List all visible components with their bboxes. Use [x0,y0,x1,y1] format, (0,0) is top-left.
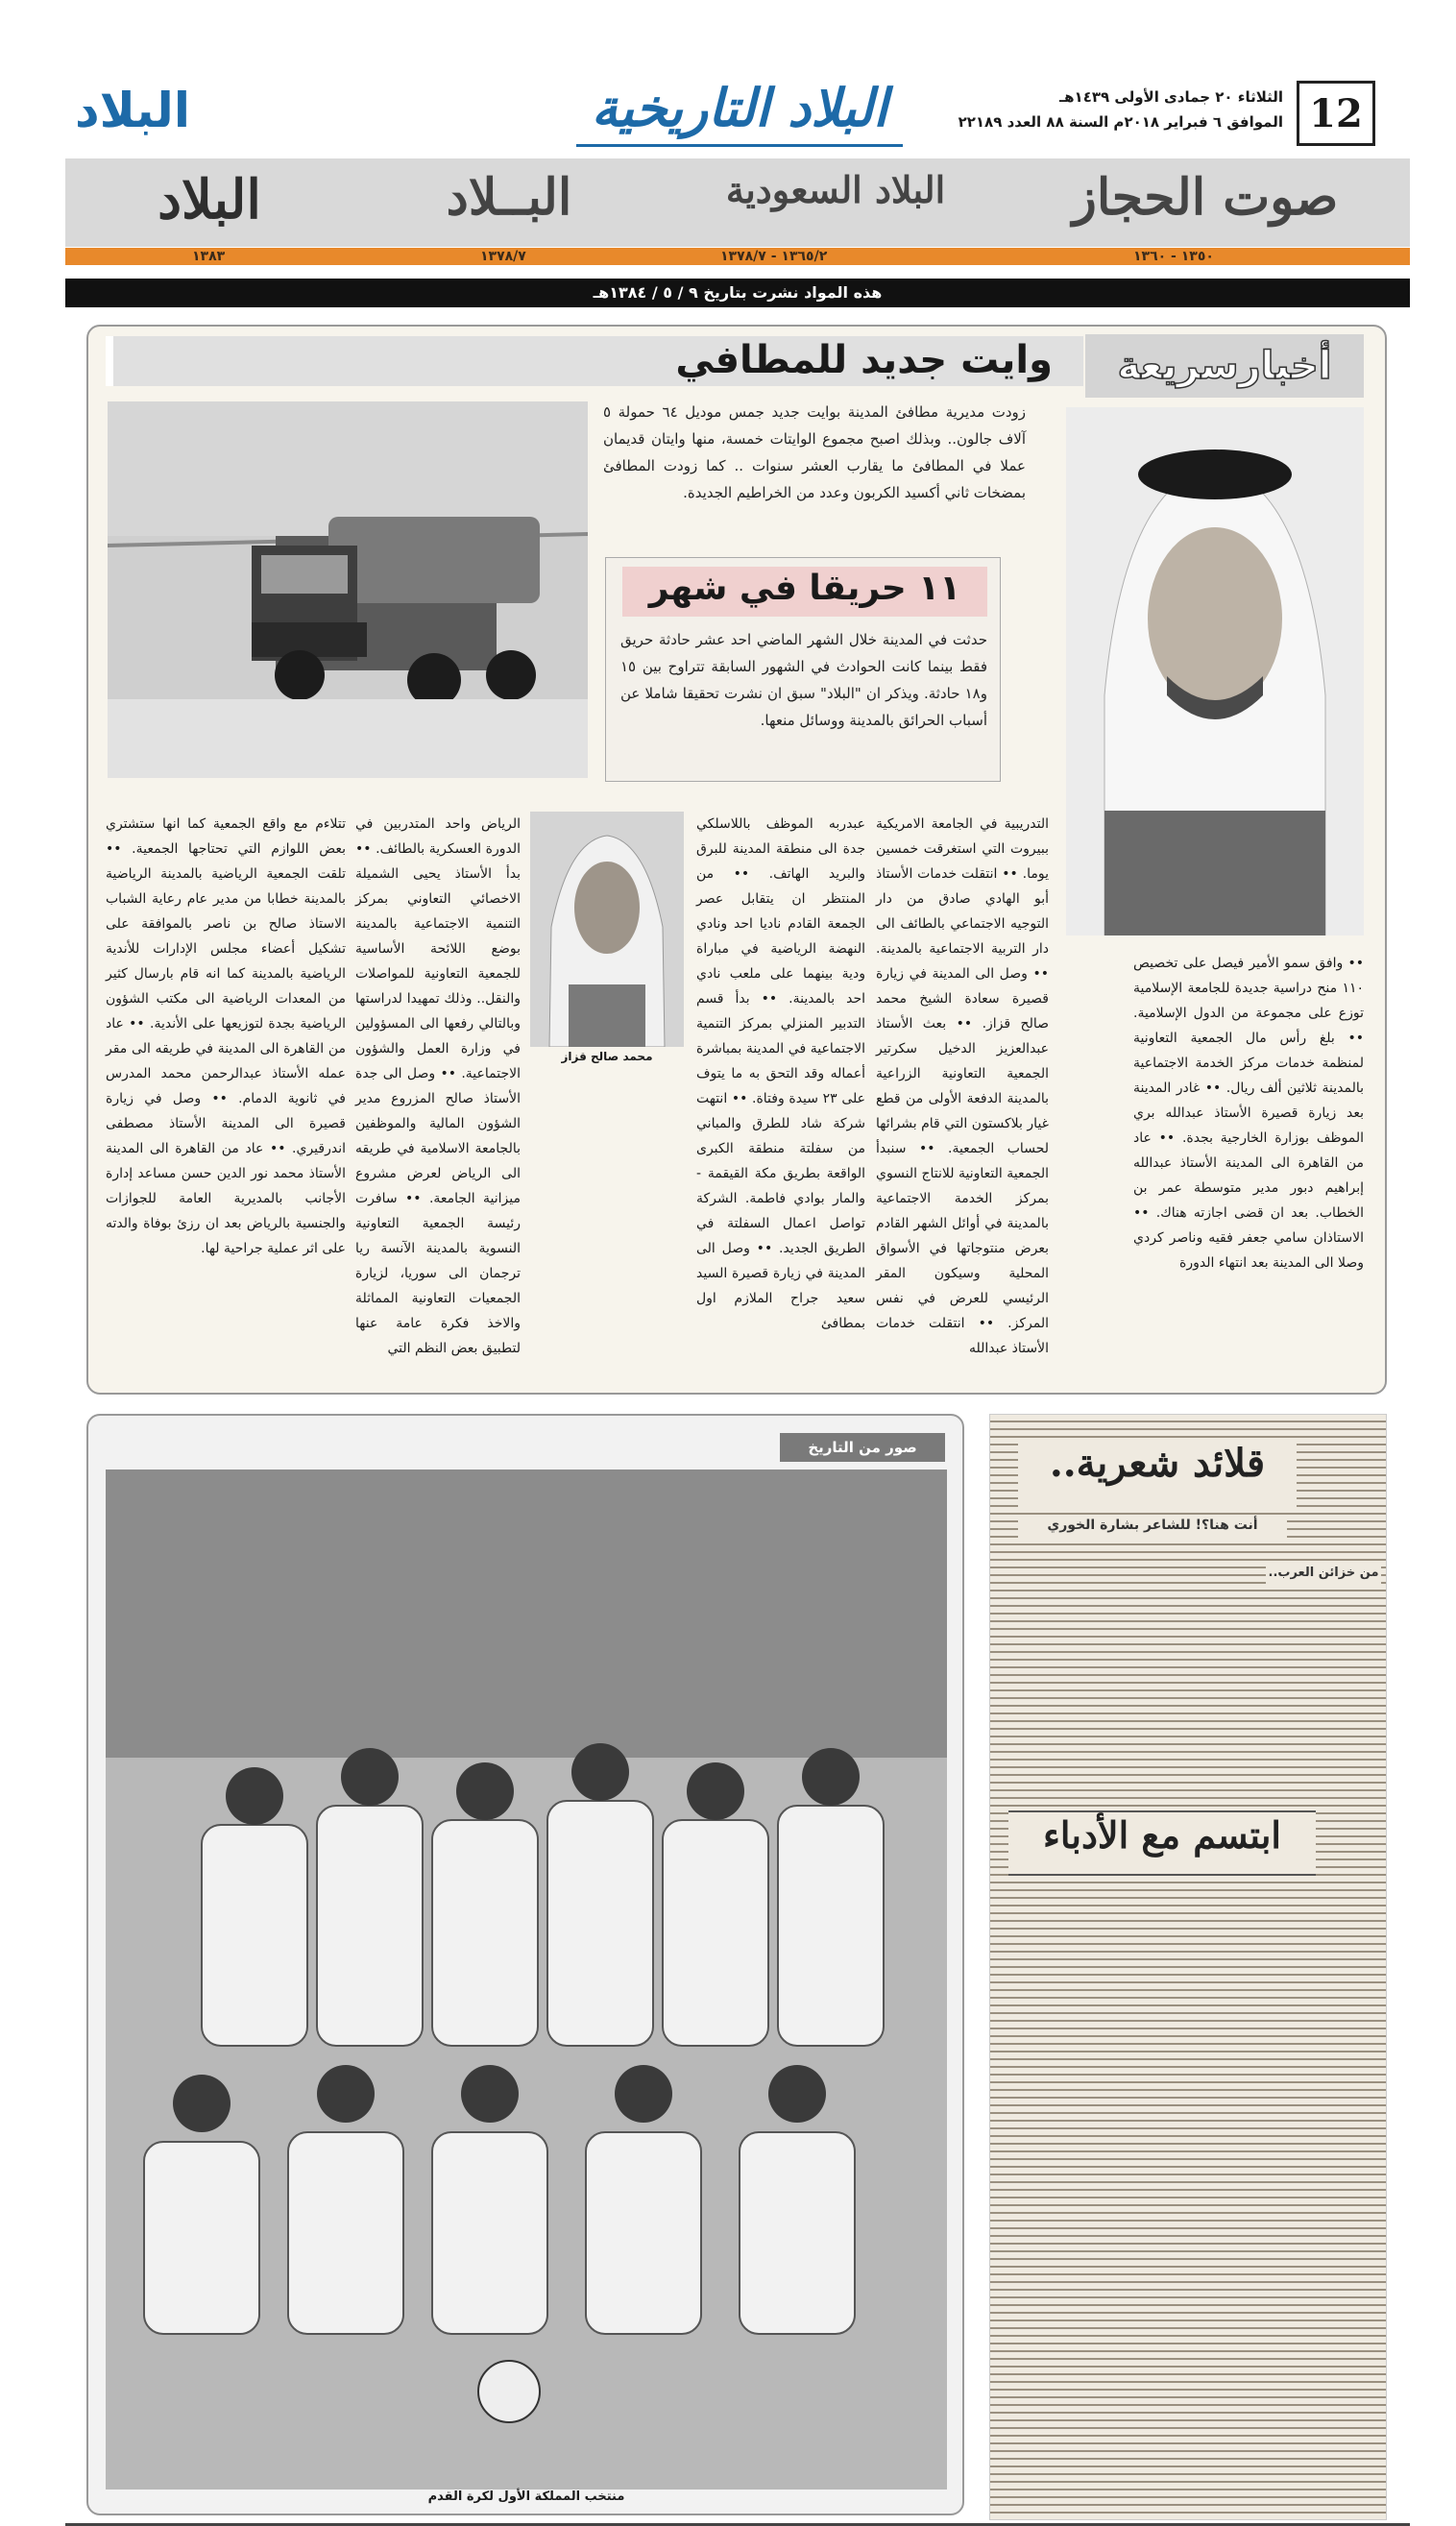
clipping-title-smile: ابتسم مع الأدباء [1042,1813,1281,1857]
page-number: 12 [1297,81,1375,146]
fire-story-title: ١١ حريقا في شهر [648,569,961,608]
portrait-photo [1066,407,1364,935]
man-photo-caption: محمد صالح قزاز [561,1050,653,1063]
lead-article: زودت مديرية مطافئ المدينة بوايت جديد جمس موديل ٦٤ حمولة ٥ آلاف جالون.. وبذلك اصبح مجموع الوايتات خمسة، منها وايتان قديمان عملا في المطافئ ما يقارب العشر سنوات .. كما زودت المطافئ بمضخات ثاني أكسيد الكربون وعدد من الخراطيم الجديدة. [603,403,1027,501]
logo-underline [576,144,903,147]
masthead-albilad-alsaudia: البلاد السعودية [725,168,946,211]
masthead-albilad-1: البــلاد [446,168,572,227]
masthead-years-2: ١٣٦٥/٢ - ١٣٧٨/٧ [720,249,828,264]
issue-info: الموافق ٦ فبراير ٢٠١٨م السنة ٨٨ العدد ٢٢١٨٩ [958,113,1283,131]
quick-news-label: أخبارسريعة [1085,334,1364,398]
masthead-years-1: ١٣٥٠ - ١٣٦٠ [1133,249,1214,264]
news-column-4: الرياض واحد المتدربين في الدورة العسكرية بالطائف. •• بدأ الأستاذ يحيى الشميلة الاخصائي التعاوني بمركز التنمية الاجتماعية بالمدينة بوضع اللائحة الأساسية للجمعية التعاونية للمواصلات والنقل.. وذلك تمهيدا لدراستها وبالتالي رفعها الى المسؤولين في وزارة العمل والشؤون الاجتماعية. •• وصل الى جدة الأستاذ صالح المزروع مدير الشؤون المالية والموظفين بالجامعة الاسلامية في طريقه الى الرياض لعرض مشروع ميزانية الجامعة. •• سافرت رئيسة الجمعية التعاونية النسوية بالمدينة الآنسة ريا ترجمان الى سوريا، لزيارة الجمعيات التعاونية المماثلة والاخذ فكرة عامة عنها لتطبيق بعض النظم التي [355,816,521,1356]
team-photo-caption: منتخب المملكة الأول لكرة القدم [427,2490,625,2504]
clipping-title-poetry: قلائد شعرية.. [1049,1441,1266,1486]
masthead-years-3: ١٣٧٨/٧ [480,249,526,264]
publish-note: هذه المواد نشرت بتاريخ ٩ / ٥ / ١٣٨٤هـ [65,279,1410,307]
team-photo [106,1469,947,2490]
man-portrait-photo [530,812,684,1047]
clipping-side-heading: من خزائن العرب.. [1268,1566,1379,1580]
news-column-3: عبدربه الموظف باللاسلكي جدة الى منطقة المدينة للبرق والبريد الهاتف. •• من المنتظر ان يتقابل عصر الجمعة القادم ناديا احد ونادي النهضة الرياضية في مباراة ودية بينهما على ملعب نادي احد بالمدينة. •• بدأ قسم التدبير المنزلي بمركز التنمية الاجتماعية في المدينة بمباشرة أعماله وقد التحق به ما يتوف على ٢٣ سيدة وفتاة. •• انتهت شركة شاد للطرق والمباني من سفلتة منطقة الكبرى الواقعة بطريق مكة القيقمة - والمار بوادي فاطمة. الشركة تواصل اعمال السفلتة في الطريق الجديد. •• وصل الى المدينة في زيارة قصيرة السيد سعيد جراح الملازم اول بمطافئ [696,816,865,1331]
section-logo: البلاد التاريخية [591,77,888,138]
clipping-subtitle: أنت هنا؟! للشاعر بشارة الخوري [1047,1518,1258,1533]
masthead-sawt-alhijaz: صوت الحجاز [1072,168,1339,227]
masthead-years-4: ١٣٨٣ [192,249,226,264]
fire-truck-photo [108,401,588,778]
newspaper-logo: البلاد [75,83,190,138]
issue-date: الثلاثاء ٢٠ جمادى الأولى ١٤٣٩هـ [1059,88,1283,106]
masthead-albilad-2: البلاد [158,168,261,231]
headline: وايت جديد للمطافي [675,338,1053,382]
news-column-2: التدريبية في الجامعة الامريكية ببيروت التي استغرقت خمسين يوما. •• انتقلت خدمات الأستاذ أبو الهادي صادق من دار التوجيه الاجتماعي بالطائف الى دار التربية الاجتماعية بالمدينة. •• وصل الى المدينة في زيارة قصيرة سعادة الشيخ محمد صالح قزاز. •• بعث الأستاذ عبدالعزيز الدخيل سكرتير الجمعية التعاونية الزراعية بالمدينة الدفعة الأولى من قطع غيار بلاكستون التي قام بشرائها لحساب الجمعية. •• سنبدأ الجمعية التعاونية للانتاج النسوي بمركز الخدمة الاجتماعية بالمدينة في أوائل الشهر القادم بعرض منتوجاتها في الأسواق المحلية وسيكون المقر الرئيسي للعرض في نفس المركز. •• انتقلت خدمات الأستاذ عبدالله [875,816,1049,1356]
news-column-5: تتلاءم مع واقع الجمعية كما انها ستشتري بعض اللوازم التي تحتاجها الجمعية. •• تلقت الجمعية الرياضية بالمدينة الرياضية بالمدينة خطابا من مدير عام رعاية الشباب الاستاذ صالح بن ناصر بالموافقة على تشكيل أعضاء مجلس الإدارات للأندية الرياضية بالمدينة كما انه قام بارسال كثير من المعدات الرياضية الى مكتب الشؤون الرياضية بجدة لتوزيعها على الأندية. •• عاد من القاهرة الى المدينة في طريقه الى مقر عمله الأستاذ عبدالرحمن محمد المدرس في ثانوية الدمام. •• وصل في زيارة قصيرة الى المدينة الأستاذ مصطفى اندرقيري. •• عاد من القاهرة الى المدينة الأستاذ محمد نور الدين حسن مساعد إدارة الأجانب بالمديرية العامة للجوازات والجنسية بالرياض بعد ان رزئ بوفاة والدته على اثر عملية جراحية لها. [106,816,346,1256]
history-section-tag: صور من التاريخ [780,1433,945,1462]
fire-story-body: حدثت في المدينة خلال الشهر الماضي احد عشر حادثة حريق فقط بينما كانت الحوادث في الشهور السابقة تتراوح بين ١٥ و١٨ حادثة. ويذكر ان "البلاد" سبق ان نشرت تحقيقا شاملا عن أسباب الحرائق بالمدينة ووسائل منعها. [620,631,987,729]
news-column-1: •• وافق سمو الأمير فيصل على تخصيص ١١٠ منح دراسية جديدة للجامعة الإسلامية توزع على مجموعة من الدول الإسلامية. •• بلغ رأس مال الجمعية التعاونية لمنظمة خدمات مركز الخدمة الاجتماعية بالمدينة ثلاثين ألف ريال. •• غادر المدينة بعد زيارة قصيرة الأستاذ عبدالله بري الموظف بوزارة الخارجية بجدة. •• عاد من القاهرة الى المدينة الأستاذ عبدالله إبراهيم دبور مدير متوسطة عمر بن الخطاب. بعد ان قضى اجازته هناك. •• الاستاذان سامي جعفر فقيه وناصر كردي وصلا الى المدينة بعد انتهاء الدورة [1133,956,1364,1271]
